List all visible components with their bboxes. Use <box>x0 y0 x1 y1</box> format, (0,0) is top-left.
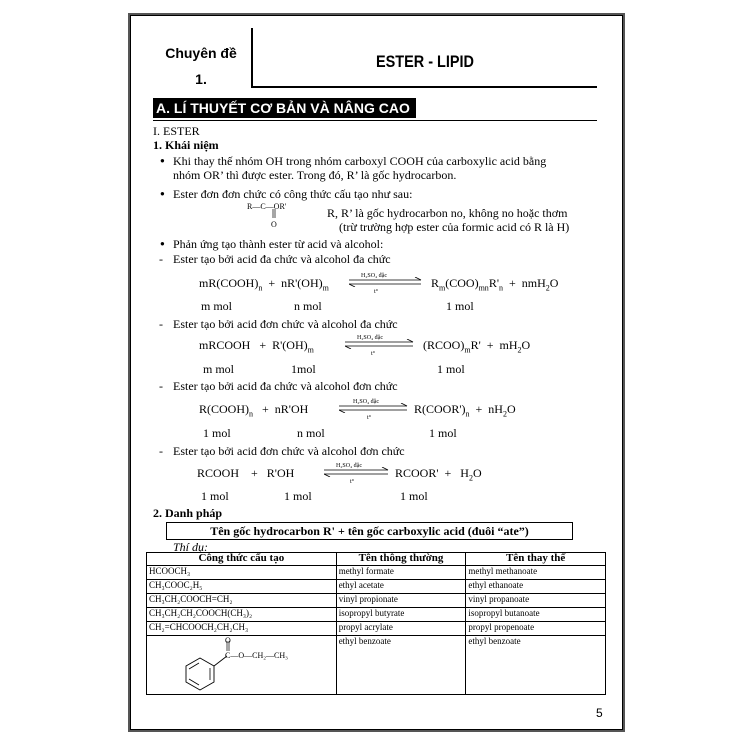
benzene-ring-icon <box>172 638 232 694</box>
chapter-label: Chuyên đề 1. <box>165 45 237 87</box>
mol-2c: 1 mol <box>437 362 465 376</box>
header-divider <box>251 28 253 86</box>
table-cell: vinyl propanoate <box>466 594 606 608</box>
table-cell: ethyl acetate <box>336 580 466 594</box>
reversible-arrow-1 <box>349 277 423 287</box>
mol-1b: n mol <box>294 299 322 313</box>
heading-ester: I. ESTER <box>153 124 200 138</box>
heading-nomenclature: 2. Danh pháp <box>153 506 223 520</box>
mol-4c: 1 mol <box>400 489 428 503</box>
structure-desc-2: (trừ trường hợp ester của formic acid có R là H) <box>339 220 570 234</box>
equation-1-products: $R_m(COO)_{mn}R'_n + nmH_2O$ <box>431 276 559 293</box>
table-cell: vinyl propionate <box>336 594 466 608</box>
bullet-reaction: ● Phản ứng tạo thành ester từ acid và alcohol: <box>173 237 383 251</box>
case-3-label: Ester tạo bởi acid đa chức và alcohol đơn chức <box>173 379 398 393</box>
naming-table <box>146 552 606 695</box>
case-2-label: Ester tạo bởi acid đơn chức và alcohol đa chức <box>173 317 398 331</box>
bullet-concept-2: ● Ester đơn đơn chức có công thức cấu tạo như sau: <box>173 187 412 201</box>
document-page <box>130 15 623 730</box>
mol-1a: m mol <box>201 299 233 313</box>
table-header: Tên thông thường <box>336 553 466 566</box>
naming-rule-box: Tên gốc hydrocarbon R' + tên gốc carboxylic acid (đuôi “ate”) <box>166 522 573 540</box>
table-cell: HCOOCH₃ <box>147 566 337 580</box>
mol-2a: m mol <box>203 362 235 376</box>
reversible-arrow-3 <box>339 403 409 413</box>
table-row <box>147 622 606 636</box>
table-cell: CH₃CH₂COOCH=CH₂ <box>147 594 337 608</box>
mol-2b: 1mol <box>291 362 316 376</box>
carbonyl-oxygen: O <box>271 220 277 229</box>
mol-3a: 1 mol <box>203 426 231 440</box>
ester-structure: R—C—OR' <box>247 202 287 211</box>
temperature-2: t° <box>371 351 376 357</box>
table-cell: ethyl benzoate <box>336 636 466 695</box>
temperature-3: t° <box>367 415 372 421</box>
table-header-row <box>147 553 606 566</box>
catalyst-4: H₂SO₄ đặc <box>336 463 363 469</box>
table-row <box>147 566 606 580</box>
benzoate-chain: C—O—CH₂—CH₃ <box>225 651 288 660</box>
equation-3-products: $R(COOR')_n + nH_2O$ <box>414 402 516 419</box>
table-cell: ethyl benzoate <box>466 636 606 695</box>
table-cell: methyl formate <box>336 566 466 580</box>
table-header: Tên thay thế <box>466 553 606 566</box>
table-row <box>147 608 606 622</box>
catalyst-1: H₂SO₄ đặc <box>361 273 388 279</box>
chapter-header <box>153 26 597 88</box>
catalyst-2: H₂SO₄ đặc <box>357 335 384 341</box>
table-cell: propyl acrylate <box>336 622 466 636</box>
table-cell: CH₂=CHCOOCH₂CH₂CH₃ <box>147 622 337 636</box>
equation-1: $mR(COOH)_n + nR'(OH)_m$ <box>199 276 329 293</box>
equation-4-products: RCOOR' + $H_2O$ <box>395 466 482 483</box>
bullet-concept-1: ● Khi thay thế nhóm OH trong nhóm carboxyl COOH của carboxylic acid bằng <box>173 154 546 168</box>
temperature-1: t° <box>374 289 379 295</box>
table-cell: methyl methanoate <box>466 566 606 580</box>
bullet-concept-1-cont: nhóm OR’ thì được ester. Trong đó, R’ là gốc hydrocarbon. <box>173 168 457 182</box>
chapter-title: ESTER - LIPID <box>376 52 474 71</box>
benzoate-carbonyl-oxygen: O <box>225 636 231 645</box>
table-cell: CH₃COOC₂H₅ <box>147 580 337 594</box>
header-underline <box>251 86 597 88</box>
mol-1c: 1 mol <box>446 299 474 313</box>
section-a-rule <box>153 120 597 121</box>
case-1-label: Ester tạo bởi acid đa chức và alcohol đa chức <box>173 252 391 266</box>
section-a-heading: A. LÍ THUYẾT CƠ BẢN VÀ NÂNG CAO <box>153 98 416 118</box>
mol-3b: n mol <box>297 426 325 440</box>
table-header: Công thức cấu tạo <box>147 553 337 566</box>
mol-4a: 1 mol <box>201 489 229 503</box>
temperature-4: t° <box>350 479 355 485</box>
equation-3: $R(COOH)_n$ + nR'OH <box>199 402 309 419</box>
dash: - <box>159 317 163 331</box>
dash: - <box>159 444 163 458</box>
table-cell: isopropyl butyrate <box>336 608 466 622</box>
mol-3c: 1 mol <box>429 426 457 440</box>
mol-4b: 1 mol <box>284 489 312 503</box>
dash: - <box>159 379 163 393</box>
heading-concept: 1. Khái niệm <box>153 138 219 152</box>
equation-2: mRCOOH + $R'(OH)_m$ <box>199 338 314 355</box>
reversible-arrow-4 <box>324 467 390 477</box>
page-number: 5 <box>596 706 603 720</box>
table-row <box>147 580 606 594</box>
table-cell: propyl propenoate <box>466 622 606 636</box>
equation-4: RCOOH + R'OH <box>197 466 295 480</box>
benzoate-structure-cell <box>147 636 337 695</box>
dash: - <box>159 252 163 266</box>
structure-desc-1: R, R’ là gốc hydrocarbon no, không no hoặc thơm <box>327 206 568 220</box>
table-row <box>147 594 606 608</box>
table-cell: isopropyl butanoate <box>466 608 606 622</box>
table-cell: CH₃CH₂CH₂COOCH(CH₃)₂ <box>147 608 337 622</box>
table-cell: ethyl ethanoate <box>466 580 606 594</box>
equation-2-products: $(RCOO)_mR' + mH_2O$ <box>423 338 531 355</box>
case-4-label: Ester tạo bởi acid đơn chức và alcohol đơn chức <box>173 444 405 458</box>
table-row <box>147 636 606 695</box>
reversible-arrow-2 <box>345 339 415 349</box>
catalyst-3: H₂SO₄ đặc <box>353 399 380 405</box>
example-label: Thí dụ: <box>173 540 209 554</box>
